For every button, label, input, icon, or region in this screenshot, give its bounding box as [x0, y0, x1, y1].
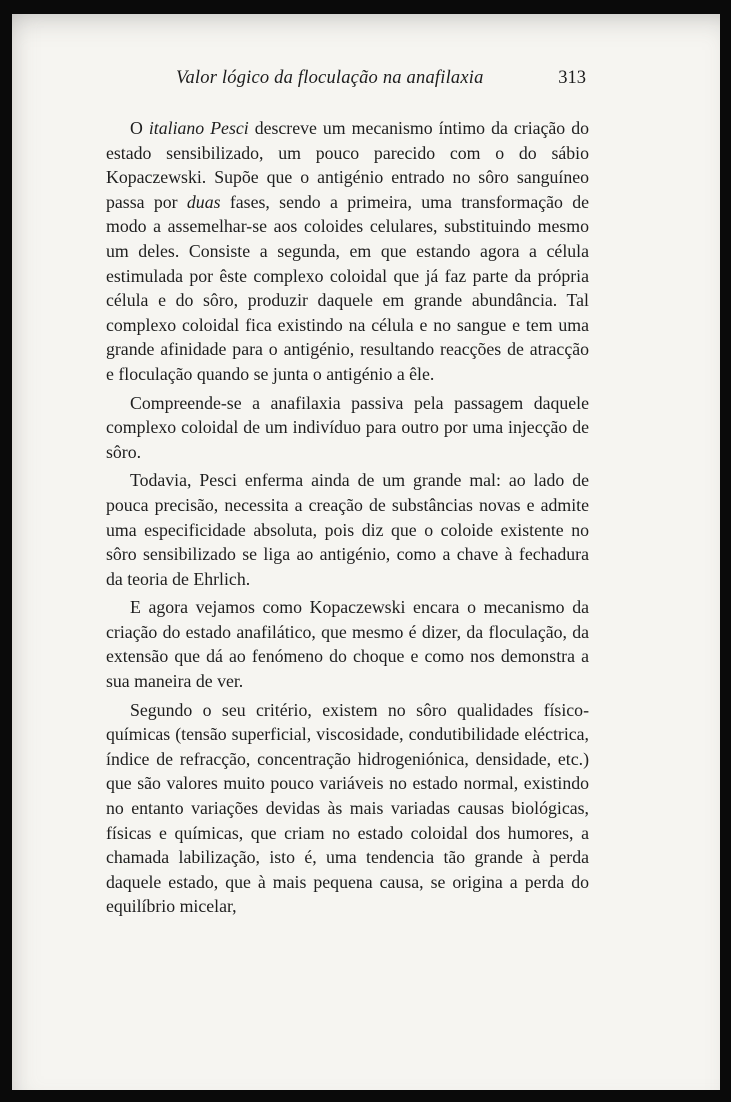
page-number: 313	[558, 68, 586, 88]
running-title: Valor lógico da floculação na anafilaxia	[176, 68, 484, 88]
italic-term-duas: duas	[186, 191, 221, 212]
paragraph-4: E agora vejamos como Kopaczewski encara o mecanismo da criação do estado anafilático, que mesmo é dizer, da floculação, da extensão que dá ao fenómeno do choque e como nos demonstra a sua maneira de ver.	[106, 597, 589, 692]
body-text	[106, 116, 589, 919]
italic-term-italiano-pesci: italiano Pesci	[148, 118, 249, 138]
paragraph-1-middle: descreve um mecanismo íntimo da criação do estado sensibilizado, um pouco parecido com o do sábio Kopaczewski. Supõe que o antigénio entrado no sôro sanguíneo passa por	[106, 118, 589, 212]
book-page	[12, 14, 720, 1090]
paragraph-3: Todavia, Pesci enferma ainda de um grande mal: ao lado de pouca precisão, necessita a creação de substâncias novas e admite uma especificidade absoluta, pois diz que o coloide existente no sôro sensibilizado se liga ao antigénio, como a chave à fechadura da teoria de Ehrlich.	[106, 470, 589, 589]
paragraph-1-opening: O	[130, 118, 149, 138]
paragraph-1-closing: fases, sendo a primeira, uma transformação de modo a assemelhar-se aos coloides celulares, substituindo mesmo um deles. Consiste a segunda, em que estando agora a célula estimulada por êste complexo coloidal que já faz parte da própria célula e do sôro, produzir daquele em grande abundância. Tal complexo coloidal fica existindo na célula e no sangue e tem uma grande afinidade para o antigénio, resultando reacções de atracção e floculação quando se junta o antigénio a êle.	[106, 191, 590, 384]
paragraph-1	[106, 116, 589, 387]
running-header	[108, 68, 586, 94]
paragraph-2: Compreende-se a anafilaxia passiva pela passagem daquele complexo coloidal de um indivíduo para outro por uma injecção de sôro.	[106, 392, 589, 462]
paragraph-5: Segundo o seu critério, existem no sôro qualidades físico-químicas (tensão superficial, viscosidade, condutibilidade eléctrica, índice de refracção, concentração hidrogeniónica, densidade, etc.) que são valores muito pouco variáveis no estado normal, existindo no entanto variações devidas às mais variadas causas biológicas, físicas e químicas, que criam no estado coloidal dos humores, a chamada labilização, isto é, uma tendencia tão grande à perda daquele estado, que à mais pequena causa, se origina a perda do equilíbrio micelar,	[106, 699, 589, 917]
